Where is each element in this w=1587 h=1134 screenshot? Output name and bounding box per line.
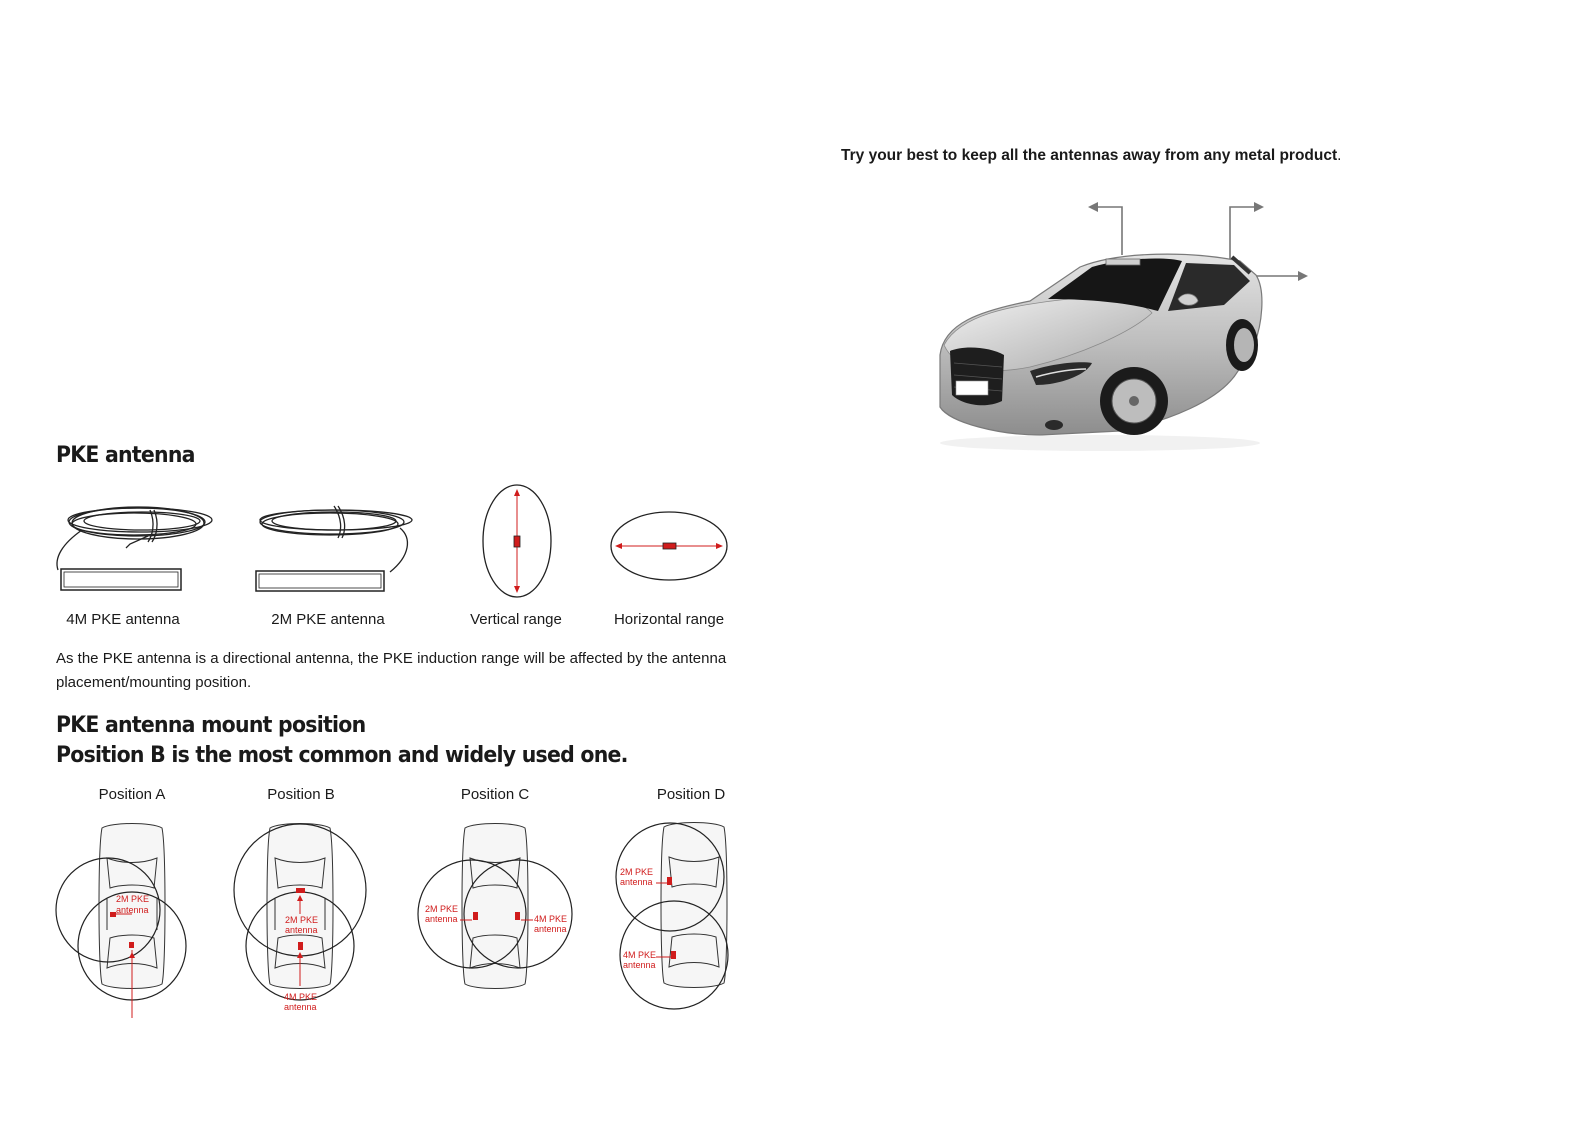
- metal-warning-main: Try your best to keep all the antennas away from any metal product: [841, 147, 1338, 164]
- pos-c-4m-line1: 4M PKE: [534, 914, 568, 924]
- pos-b-2m-line2: antenna: [285, 925, 318, 935]
- pos-c-2m-line2: antenna: [425, 914, 458, 924]
- horizontal-range-diagram: [608, 510, 730, 582]
- metal-warning-period: .: [1337, 147, 1342, 164]
- metal-warning-text: [841, 147, 1341, 165]
- pke-description: As the PKE antenna is a directional antenna, the PKE induction range will be affected by the antenna placement/mounting position.: [56, 650, 727, 691]
- position-d-label: Position D: [656, 786, 726, 803]
- pos-a-2m-line2: antenna: [116, 905, 149, 915]
- vertical-range-label: Vertical range: [470, 611, 562, 628]
- pos-d-4m-line1: 4M PKE: [623, 950, 657, 960]
- position-a-label: Position A: [98, 786, 166, 803]
- antenna-2m-image: [250, 498, 420, 598]
- pos-c-2m-line1: 2M PKE: [425, 904, 459, 914]
- pos-d-2m-line2: antenna: [620, 877, 653, 887]
- pos-d-4m-line2: antenna: [623, 960, 656, 970]
- mount-position-subtitle: Position B is the most common and widely used one.: [56, 743, 628, 768]
- mount-position-heading: PKE antenna mount position: [56, 713, 366, 738]
- pos-a-2m-line1: 2M PKE: [116, 894, 150, 904]
- pke-antenna-heading: PKE antenna: [56, 443, 195, 468]
- position-c-label: Position C: [460, 786, 530, 803]
- pos-c-4m-line2: antenna: [534, 924, 567, 934]
- position-b-label: Position B: [267, 786, 335, 803]
- antenna-2m-label: 2M PKE antenna: [271, 611, 385, 628]
- horizontal-range-label: Horizontal range: [613, 611, 725, 628]
- vertical-range-diagram: [480, 484, 556, 600]
- pos-d-2m-line1: 2M PKE: [620, 867, 654, 877]
- position-d-diagram: [612, 815, 737, 1025]
- pos-b-4m-line1: 4M PKE: [284, 992, 318, 1002]
- position-c-diagram: [420, 818, 575, 1008]
- position-b-diagram: [230, 818, 372, 1018]
- pos-b-4m-line2: antenna: [284, 1002, 317, 1012]
- car-illustration: [920, 195, 1320, 460]
- position-a-diagram: [52, 818, 192, 1023]
- car-grille: [950, 348, 1004, 406]
- antenna-4m-label: 4M PKE antenna: [66, 611, 180, 628]
- pos-b-2m-line1: 2M PKE: [285, 915, 319, 925]
- antenna-4m-image: [52, 498, 218, 598]
